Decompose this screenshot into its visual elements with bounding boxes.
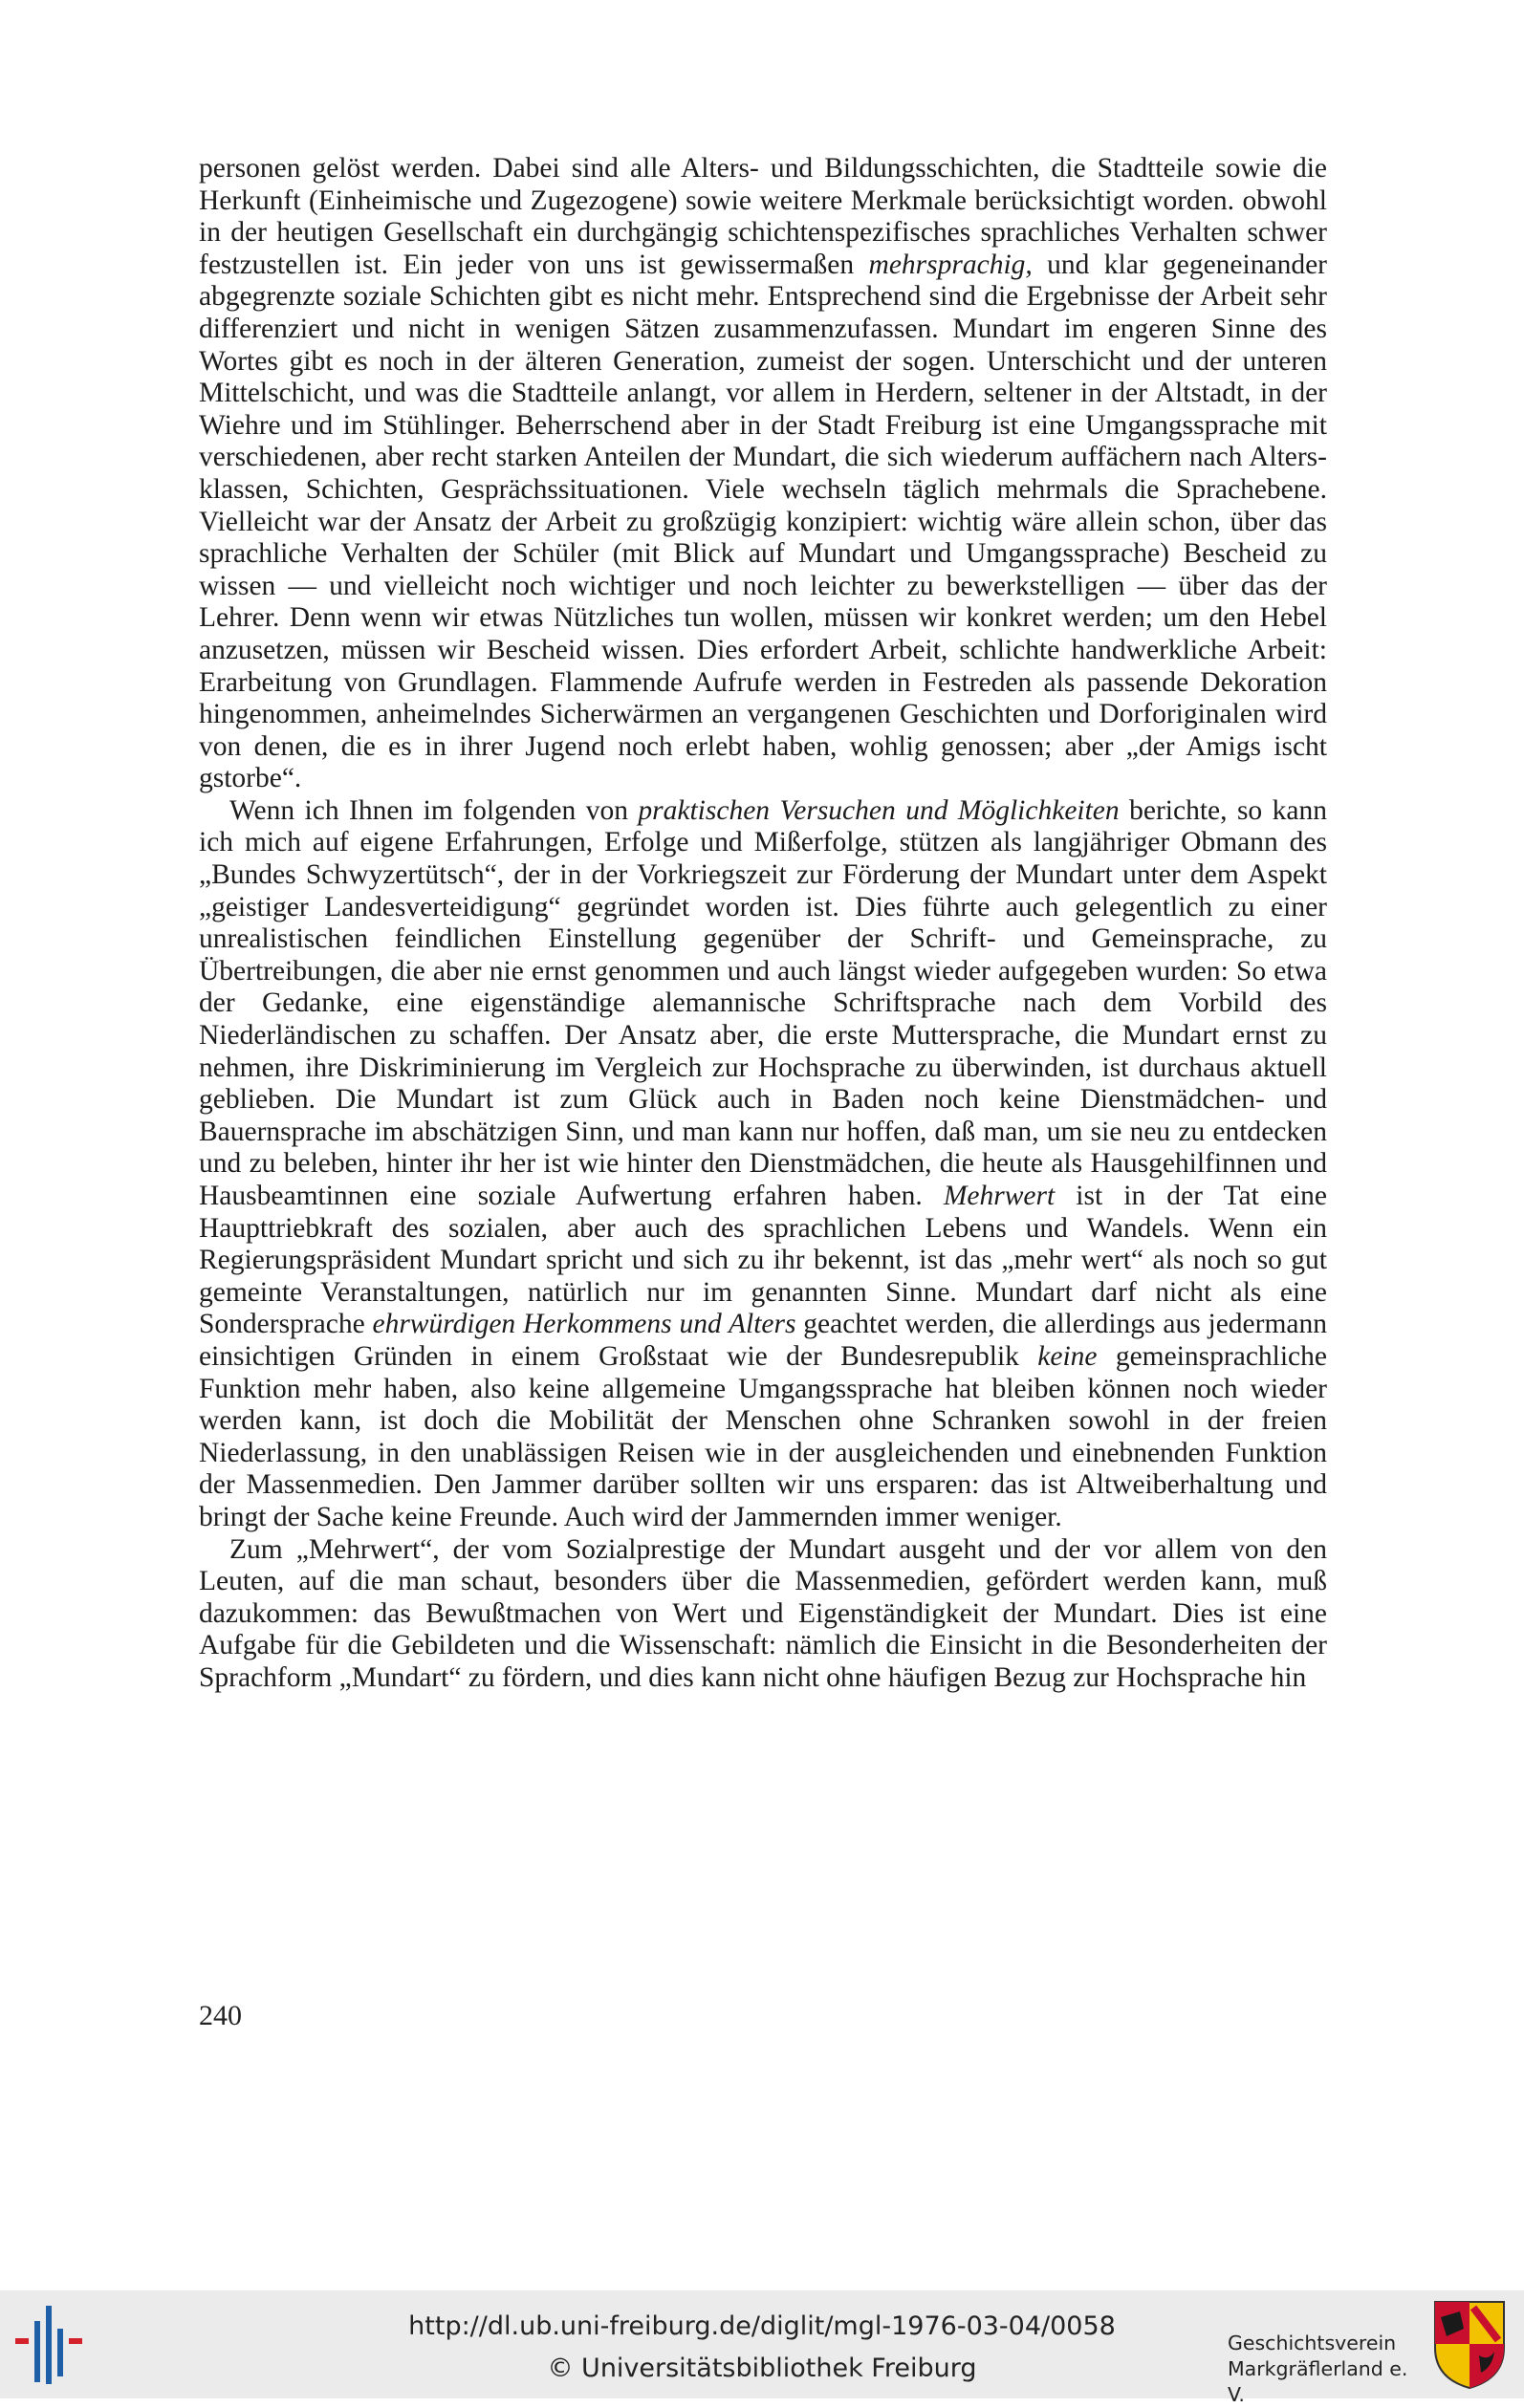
emphasized-text: ehrwürdigen Herkommens und Alters xyxy=(372,1309,796,1340)
markgraeflerland-crest-icon xyxy=(1431,2298,1508,2390)
paragraph-text: personen gelöst werden. Dabei sind alle Alters- und Bildungsschichten, die Stadtteile sowie die Herkunft (Einheimische und Zugezogene) sowie weitere Merkmale berücksichtigt worden. obwohl in der heutigen Gesellschaft ein durchgängig schichtenspezifisches sprachliches Verhalten schwer festzustellen ist. Ein jeder von uns ist gewissermaßen xyxy=(199,153,1327,280)
emphasized-text: praktischen Versuchen und Möglichkeiten xyxy=(638,794,1120,826)
paragraph xyxy=(199,1534,1327,1695)
paragraph-text: geachtet werden, die allerdings aus jedermann einsichtigen Gründen in einem Großstaat wie der Bundesrepublik xyxy=(199,1309,1327,1372)
paragraph xyxy=(199,795,1327,1534)
paragraph-text: berichte, so kann ich mich auf eigene Erfahrungen, Erfolge und Mißerfolge, stützen als langjähriger Obmann des „Bundes Schwyzertütsch“, der in der Vorkriegszeit zur Förderung der Mundart unter dem Aspekt „geistiger Landesverteidigung“ gegründet worden ist. Dies führte auch gelegentlich zu einer unrealistischen feindlichen Einstellung gegenüber der Schrift- und Gemeinsprache, zu Übertreibungen, die aber nie ernst genommen und auch längst wieder aufgegeben wurden: So etwa der Gedanke, eine eigenständige alemannische Schriftsprache nach dem Vorbild des Niederländischen zu schaffen. Der Ansatz aber, die erste Muttersprache, die Mundart ernst zu nehmen, ihre Diskriminierung im Vergleich zur Hochsprache zu überwinden, ist durchaus aktuell geblieben. Die Mundart ist zum Glück auch in Baden noch keine Dienstmädchen- und Bauernsprache im abschätzigen Sinn, und man kann nur hoffen, daß man, um sie neu zu entdecken und zu beleben, hinter ihr her ist wie hinter den Dienstmädchen, die heute als Hausgehilfinnen und Hausbeamtinnen eine soziale Aufwertung erfahren haben. xyxy=(199,794,1327,1211)
body-text xyxy=(199,153,1327,1695)
page-number: 240 xyxy=(199,2000,242,2031)
footer-url-link[interactable]: http://dl.ub.uni-freiburg.de/diglit/mgl-1976-03-04/0058 xyxy=(408,2311,1116,2341)
emphasized-text: mehrsprachig, xyxy=(868,249,1033,280)
footer-copyright: © Universitätsbibliothek Freiburg xyxy=(547,2354,977,2383)
emphasized-text: Mehrwert xyxy=(943,1181,1056,1211)
society-name xyxy=(1228,2331,1424,2408)
society-name-line2: Markgräflerland e. V. xyxy=(1228,2357,1408,2406)
paragraph-text: Zum „Mehrwert“, der vom Sozialprestige der Mundart ausgeht und der vor allem von den Leuten, auf die man schaut, besonders über die Massenmedien, gefördert werden kann, muß dazukommen: das Bewußtmachen von Wert und Eigenständigkeit der Mundart. Dies ist eine Aufgabe für die Gebildeten und die Wissenschaft: nämlich die Einsicht in die Besonderheiten der Sprachform „Mundart“ zu fördern, und dies kann nicht ohne häufigen Bezug zur Hochsprache hin xyxy=(199,1533,1327,1693)
footer-bar xyxy=(0,2290,1524,2406)
paragraph-text: gemeinsprachliche Funktion mehr haben, also keine allgemeine Umgangssprache hat bleiben können noch wieder werden kann, ist doch die Mobilität der Menschen ohne Schranken sowohl in der freien Niederlassung, in den unablässigen Reisen wie in der ausgleichenden und einebnenden Funktion der Massenmedien. Den Jammer darüber sollten wir uns ersparen: das ist Altweiberhaltung und bringt der Sache keine Freunde. Auch wird der Jammernden immer weniger. xyxy=(199,1340,1327,1532)
emphasized-text: keine xyxy=(1037,1340,1098,1372)
society-name-line1: Geschichtsverein xyxy=(1228,2332,1397,2354)
paragraph-text: Wenn ich Ihnen im folgenden von xyxy=(229,794,639,826)
paragraph-text: ist in der Tat eine Haupttriebkraft des sozialen, aber auch des sprachlichen Lebens und Wandels. Wenn ein Regierungspräsident Mundart spricht und sich zu ihr bekennt, ist das „mehr wert“ als noch so gut gemeinte Veranstaltungen, natürlich nur im genannten Sinne. Mundart darf nicht als eine Sondersprache xyxy=(199,1181,1327,1340)
paragraph xyxy=(199,153,1327,795)
paragraph-text: und klar gegeneinander abgegrenzte soziale Schichten gibt es nicht mehr. Entsprechend sind die Ergebnisse der Arbeit sehr differenziert und nicht in wenigen Sätzen zusammenzufassen. Mundart im engeren Sinne des Wortes gibt es noch in der älteren Generation, zumeist der sogen. Unterschicht und der unteren Mittelschicht, und was die Stadtteile anlangt, vor allem in Herdern, seltener in der Altstadt, in der Wiehre und im Stühlinger. Beherrschend aber in der Stadt Freiburg ist eine Umgangssprache mit verschiedenen, aber recht starken Anteilen der Mundart, die sich wiederum auffächern nach Altersklassen, Schichten, Gesprächssituationen. Viele wechseln täglich mehrmals die Sprachebene. Vielleicht war der Ansatz der Arbeit zu großzügig konzipiert: wichtig wäre allein schon, über das sprachliche Verhalten der Schüler (mit Blick auf Mundart und Umgangssprache) Bescheid zu wissen — und vielleicht noch wichtiger und noch leichter zu bewerkstelligen — über das der Lehrer. Denn wenn wir etwas Nützliches tun wollen, müssen wir konkret werden; um den Hebel anzusetzen, müssen wir Bescheid wissen. Dies erfordert Arbeit, schlichte handwerkliche Arbeit: Erarbeitung von Grundlagen. Flammende Aufrufe werden in Festreden als passende Dekoration hingenommen, anheimelndes Sicherwärmen an vergangenen Geschichten und Dorforiginalen wird von denen, die es in ihrer Jugend noch erlebt haben, wohlig genossen; aber „der Amigs ischt gstorbe“. xyxy=(199,249,1327,794)
